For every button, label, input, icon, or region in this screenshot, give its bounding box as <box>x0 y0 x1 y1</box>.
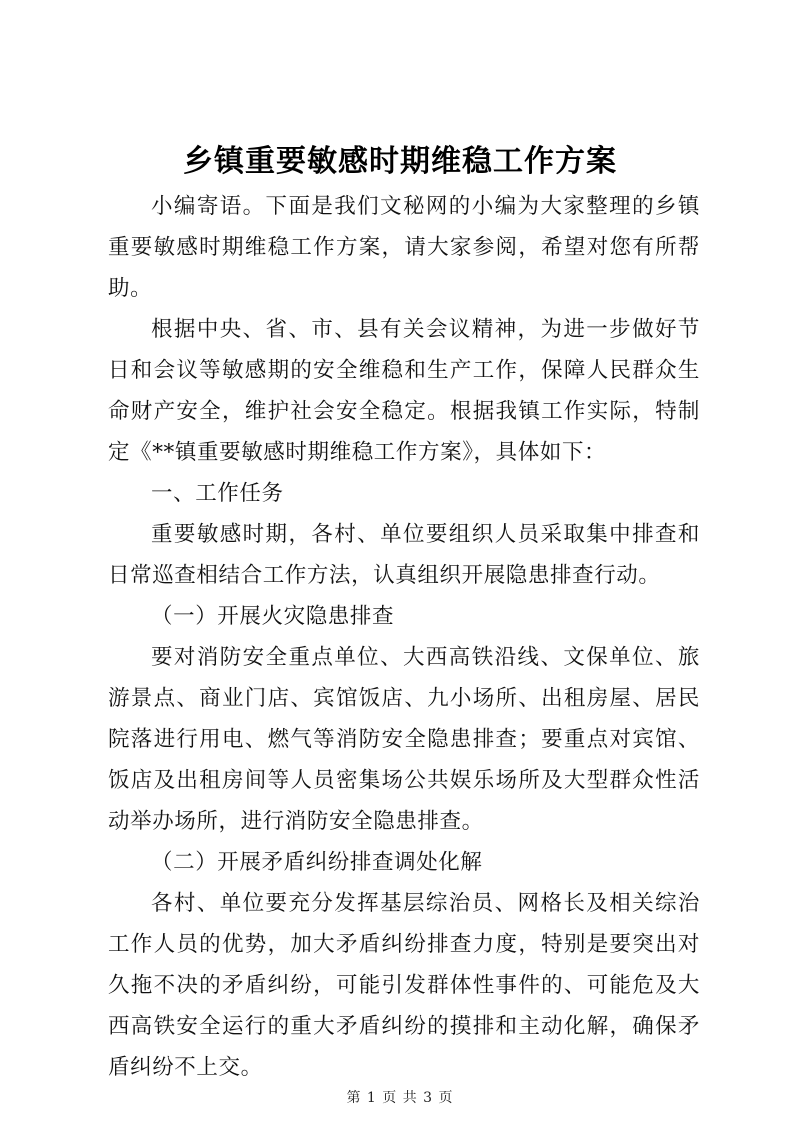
section-heading-work-tasks: 一、工作任务 <box>151 481 284 506</box>
fire-hazard-paragraph: 要对消防安全重点单位、大西高铁沿线、文保单位、旅游景点、商业门店、宾馆饭店、九小场所、出租房屋、居民院落进行用电、燃气等消防安全隐患排查；要重点对宾馆、饭店及出租房间等人员密集场公共娱乐场所及大型群众性活动举办场所，进行消防安全隐患排查。 <box>108 645 700 834</box>
subsection-heading-fire-hazard: （一）开展火灾隐患排查 <box>151 604 395 629</box>
document-body <box>108 186 700 1088</box>
intro-paragraph: 小编寄语。下面是我们文秘网的小编为大家整理的乡镇重要敏感时期维稳工作方案，请大家参阅，希望对您有所帮助。 <box>108 194 700 301</box>
page-title: 乡镇重要敏感时期维稳工作方案 <box>183 144 617 179</box>
basis-paragraph: 根据中央、省、市、县有关会议精神，为进一步做好节日和会议等敏感期的安全维稳和生产工作，保障人民群众生命财产安全，维护社会安全稳定。根据我镇工作实际，特制定《**镇重要敏感时期维稳工作方案》，具体如下： <box>108 317 700 465</box>
work-tasks-paragraph: 重要敏感时期，各村、单位要组织人员采取集中排查和日常巡查相结合工作方法，认真组织开展隐患排查行动。 <box>108 522 700 588</box>
subsection-heading-dispute-resolution: （二）开展矛盾纠纷排查调处化解 <box>151 850 483 875</box>
page-footer: 第 1 页 共 3 页 <box>346 1090 454 1106</box>
dispute-resolution-paragraph: 各村、单位要充分发挥基层综治员、网格长及相关综治工作人员的优势，加大矛盾纠纷排查力度，特别是要突出对久拖不决的矛盾纠纷，可能引发群体性事件的、可能危及大西高铁安全运行的重大矛盾纠纷的摸排和主动化解，确保矛盾纠纷不上交。 <box>108 891 700 1080</box>
